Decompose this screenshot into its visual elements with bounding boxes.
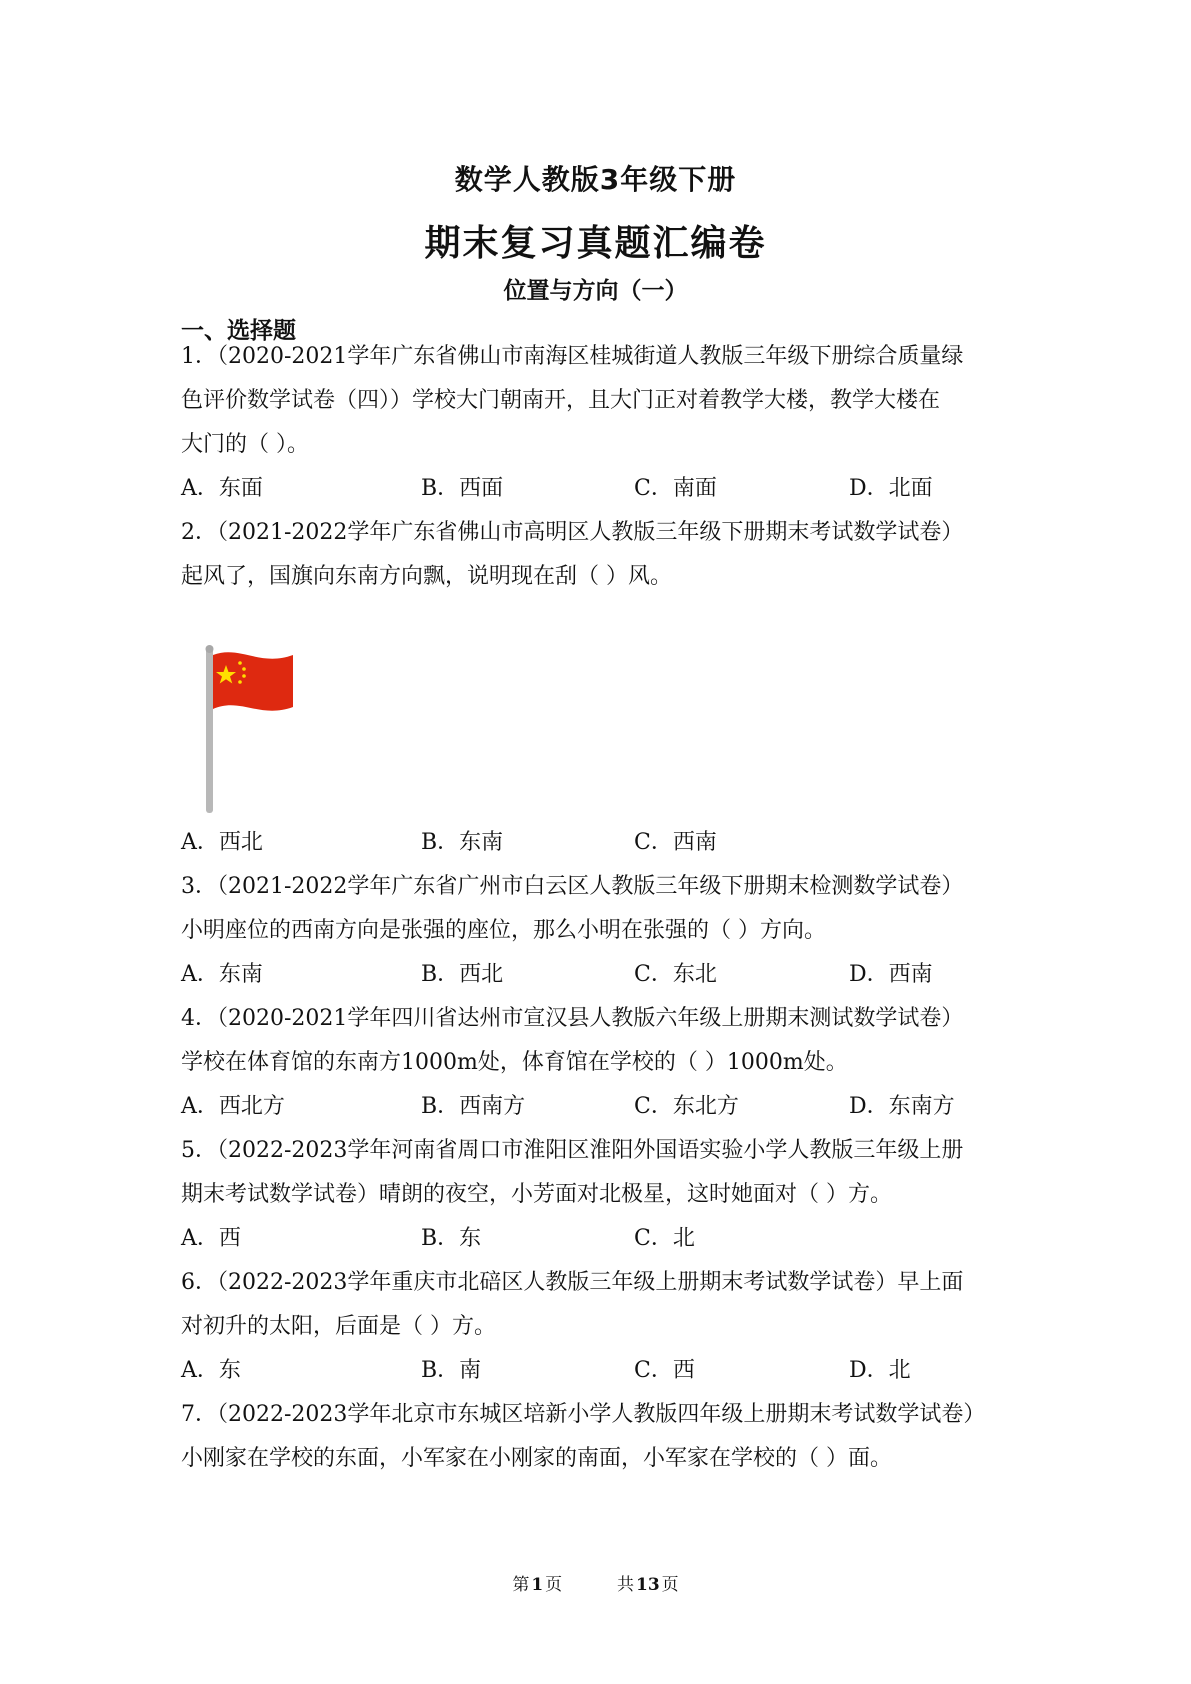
question-6-line-1: 6．（2022-2023学年重庆市北碚区人教版三年级上册期末考试数学试卷）早上面 — [181, 1270, 964, 1295]
question-1-line-1: 1．（2020-2021学年广东省佛山市南海区桂城街道人教版三年级下册综合质量绿 — [181, 344, 964, 369]
question-4-option-a: A．西北方 — [181, 1094, 285, 1119]
flag-small-star-2 — [242, 667, 246, 671]
question-5-option-a: A．西 — [181, 1226, 241, 1251]
question-3-option-b: B．西北 — [421, 962, 504, 987]
question-4-option-c: C．东北方 — [634, 1094, 739, 1119]
question-1-line-2: 色评价数学试卷（四））学校大门朝南开，且大门正对着教学大楼，教学大楼在 — [181, 388, 941, 413]
question-3-line-1: 3．（2021-2022学年广东省广州市白云区人教版三年级下册期末检测数学试卷） — [181, 874, 964, 899]
question-2-option-a: A．西北 — [181, 830, 263, 855]
question-7-line-1: 7．（2022-2023学年北京市东城区培新小学人教版四年级上册期末考试数学试卷） — [181, 1402, 986, 1427]
footer-page-prefix: 第 — [512, 1575, 530, 1595]
exam-subtitle: 位置与方向（一） — [503, 278, 688, 304]
question-1-line-3: 大门的（ ）。 — [181, 432, 309, 457]
flag-small-star-3 — [242, 674, 246, 678]
question-3-option-a: A．东南 — [181, 962, 263, 987]
exam-title-line2: 期末复习真题汇编卷 — [424, 223, 767, 264]
question-6-option-c: C．西 — [634, 1358, 695, 1383]
china-flag-icon — [200, 645, 310, 815]
section-heading: 一、选择题 — [181, 318, 296, 344]
question-4-line-2: 学校在体育馆的东南方1000m处，体育馆在学校的（ ）1000m处。 — [181, 1050, 848, 1075]
question-2-option-c: C．西南 — [634, 830, 717, 855]
footer-page-number: 1 — [531, 1575, 544, 1595]
question-5-line-1: 5．（2022-2023学年河南省周口市淮阳区淮阳外国语实验小学人教版三年级上册 — [181, 1138, 964, 1163]
flag-pole — [206, 647, 213, 813]
flag-cloth — [213, 652, 293, 710]
flag-pole-top — [206, 645, 214, 653]
question-4-line-1: 4．（2020-2021学年四川省达州市宣汉县人教版六年级上册期末测试数学试卷） — [181, 1006, 964, 1031]
question-6-line-2: 对初升的太阳，后面是（ ）方。 — [181, 1314, 496, 1339]
question-3-option-d: D．西南 — [849, 962, 933, 987]
question-1-option-a: A．东面 — [181, 476, 263, 501]
question-5-option-b: B．东 — [421, 1226, 482, 1251]
question-4-option-b: B．西南方 — [421, 1094, 526, 1119]
footer-total-number: 13 — [635, 1575, 660, 1595]
question-1-option-b: B．西面 — [421, 476, 504, 501]
question-5-line-2: 期末考试数学试卷）晴朗的夜空，小芳面对北极星，这时她面对（ ）方。 — [181, 1182, 892, 1207]
question-3-option-c: C．东北 — [634, 962, 717, 987]
footer-total-prefix: 共 — [616, 1575, 634, 1595]
question-1-option-c: C．南面 — [634, 476, 717, 501]
question-6-option-a: A．东 — [181, 1358, 241, 1383]
question-2-option-b: B．东南 — [421, 830, 504, 855]
flag-small-star-4 — [238, 680, 242, 684]
flag-small-star-1 — [238, 661, 242, 665]
question-5-option-c: C．北 — [634, 1226, 695, 1251]
exam-title-line1: 数学人教版3年级下册 — [454, 163, 737, 196]
question-4-option-d: D．东南方 — [849, 1094, 955, 1119]
footer-page-suffix: 页 — [545, 1575, 563, 1595]
question-3-line-2: 小明座位的西南方向是张强的座位，那么小明在张强的（ ）方向。 — [181, 918, 826, 943]
question-1-option-d: D．北面 — [849, 476, 933, 501]
page-footer — [0, 1570, 1191, 1595]
question-6-option-d: D．北 — [849, 1358, 911, 1383]
question-2-line-1: 2．（2021-2022学年广东省佛山市高明区人教版三年级下册期末考试数学试卷） — [181, 520, 964, 545]
question-7-line-2: 小刚家在学校的东面，小军家在小刚家的南面，小军家在学校的（ ）面。 — [181, 1446, 892, 1471]
footer-total-suffix: 页 — [661, 1575, 679, 1595]
question-6-option-b: B．南 — [421, 1358, 482, 1383]
question-2-line-2: 起风了，国旗向东南方向飘，说明现在刮（ ）风。 — [181, 564, 672, 589]
